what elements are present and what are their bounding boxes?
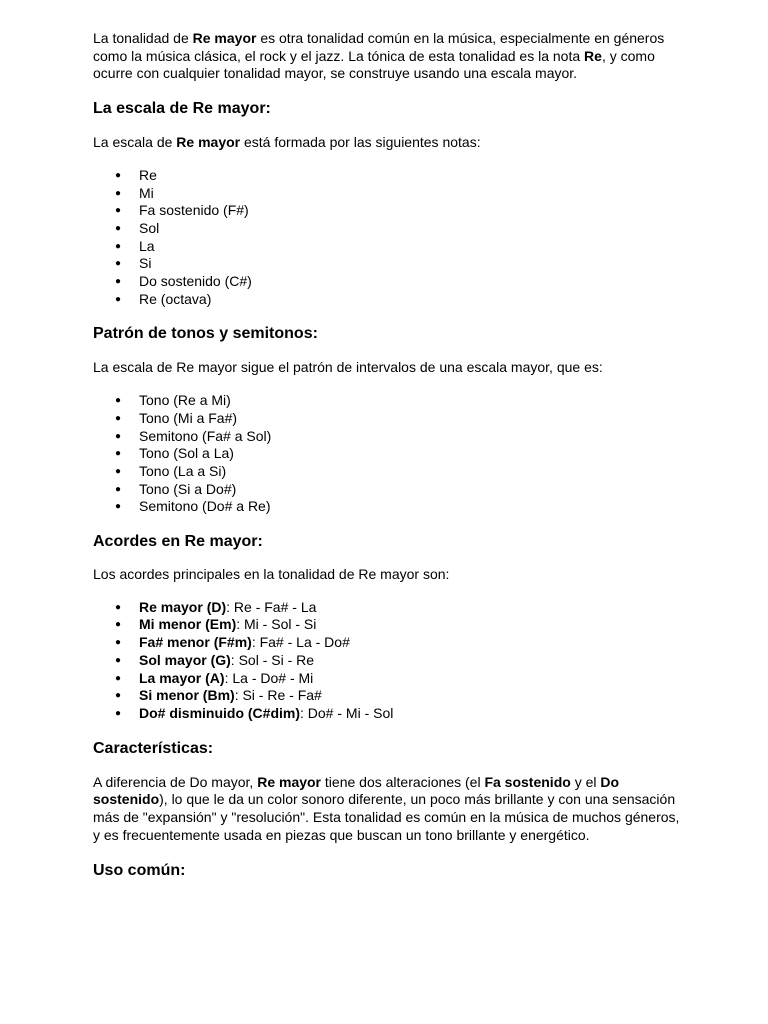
patron-paragraph: La escala de Re mayor sigue el patrón de intervalos de una escala mayor, que es: bbox=[93, 359, 603, 376]
heading-uso-comun: Uso común: bbox=[93, 861, 186, 879]
heading-caracteristicas: Características: bbox=[93, 739, 214, 757]
list-item bbox=[93, 616, 683, 634]
list-item: ● Si bbox=[93, 255, 683, 273]
chord-notes: : La - Do# - Mi bbox=[224, 669, 314, 686]
list-item bbox=[93, 599, 683, 617]
chord-name: Re mayor (D) bbox=[139, 598, 227, 615]
list-item: ● Tono (Re a Mi) bbox=[93, 392, 683, 410]
heading-patron: Patrón de tonos y semitonos: bbox=[93, 325, 318, 343]
document-page bbox=[93, 30, 683, 881]
list-item: ● Re bbox=[93, 167, 683, 185]
list-item: ● Semitono (Fa# a Sol) bbox=[93, 428, 683, 446]
intro-text-3: , y como ocurre con cualquier tonalidad mayor, se construye usando una escala mayor. bbox=[93, 47, 655, 82]
intro-bold-re: Re bbox=[584, 47, 602, 64]
list-item bbox=[93, 634, 683, 652]
list-item: ● Mi bbox=[93, 185, 683, 203]
interval-pattern-list bbox=[93, 392, 683, 516]
chord-name: Si menor (Bm) bbox=[139, 687, 235, 704]
chords-list bbox=[93, 599, 683, 723]
list-item: ● Fa sostenido (F#) bbox=[93, 202, 683, 220]
escala-text-2: está formada por las siguientes notas: bbox=[240, 134, 481, 151]
list-item bbox=[93, 670, 683, 688]
chord-notes: : Do# - Mi - Sol bbox=[300, 704, 394, 721]
caract-text-2: tiene dos alteraciones (el bbox=[321, 773, 485, 790]
caract-text-1: A diferencia de Do mayor, bbox=[93, 773, 258, 790]
intro-text-2: es otra tonalidad común en la música, especialmente en géneros como la música clásica, el rock y el jazz. La tónica de esta tonalidad es la nota bbox=[93, 30, 665, 64]
acordes-paragraph: Los acordes principales en la tonalidad de Re mayor son: bbox=[93, 566, 450, 583]
chord-notes: : Fa# - La - Do# bbox=[251, 634, 350, 651]
list-item bbox=[93, 687, 683, 705]
caract-text-4: ), lo que le da un color sonoro diferente, un poco más brillante y con una sensación más de "expansión" y "resolución". Esta tonalidad es común en la música de muchos géneros, y es frecuentemente usada en piezas que buscan un tono brillante y energético. bbox=[93, 791, 680, 843]
escala-text-1: La escala de bbox=[93, 134, 177, 151]
intro-paragraph bbox=[93, 30, 683, 83]
intro-text-1: La tonalidad de bbox=[93, 30, 193, 46]
intro-bold-re-mayor: Re mayor bbox=[192, 30, 257, 46]
list-item: ● Semitono (Do# a Re) bbox=[93, 498, 683, 516]
list-item bbox=[93, 705, 683, 723]
chord-name: Fa# menor (F#m) bbox=[139, 634, 252, 651]
list-item: ● Re (octava) bbox=[93, 291, 683, 309]
list-item: ● Sol bbox=[93, 220, 683, 238]
caract-bold-fa-sostenido: Fa sostenido bbox=[484, 773, 571, 790]
list-item: ● Tono (Si a Do#) bbox=[93, 481, 683, 499]
chord-name: Do# disminuido (C#dim) bbox=[139, 704, 300, 721]
chord-notes: : Mi - Sol - Si bbox=[236, 616, 317, 633]
chord-name: Sol mayor (G) bbox=[139, 651, 231, 668]
list-item: ● Tono (La a Si) bbox=[93, 463, 683, 481]
list-item: ● Do sostenido (C#) bbox=[93, 273, 683, 291]
list-item bbox=[93, 652, 683, 670]
list-item: ● Tono (Sol a La) bbox=[93, 445, 683, 463]
heading-escala: La escala de Re mayor: bbox=[93, 100, 271, 118]
list-item: ● Tono (Mi a Fa#) bbox=[93, 410, 683, 428]
heading-acordes: Acordes en Re mayor: bbox=[93, 533, 263, 551]
escala-bold-re-mayor: Re mayor bbox=[176, 134, 241, 151]
chord-name: Mi menor (Em) bbox=[139, 616, 237, 633]
list-item: ● La bbox=[93, 238, 683, 256]
caracteristicas-paragraph bbox=[93, 774, 683, 845]
chord-name: La mayor (A) bbox=[139, 669, 225, 686]
chord-notes: : Si - Re - Fa# bbox=[234, 687, 322, 704]
scale-notes-list bbox=[93, 167, 683, 309]
caract-text-3: y el bbox=[570, 773, 601, 790]
escala-paragraph bbox=[93, 134, 683, 152]
chord-notes: : Re - Fa# - La bbox=[226, 598, 317, 615]
chord-notes: : Sol - Si - Re bbox=[230, 651, 315, 668]
caract-bold-do-sostenido: Do sostenido bbox=[93, 773, 620, 808]
caract-bold-re-mayor: Re mayor bbox=[257, 773, 322, 790]
